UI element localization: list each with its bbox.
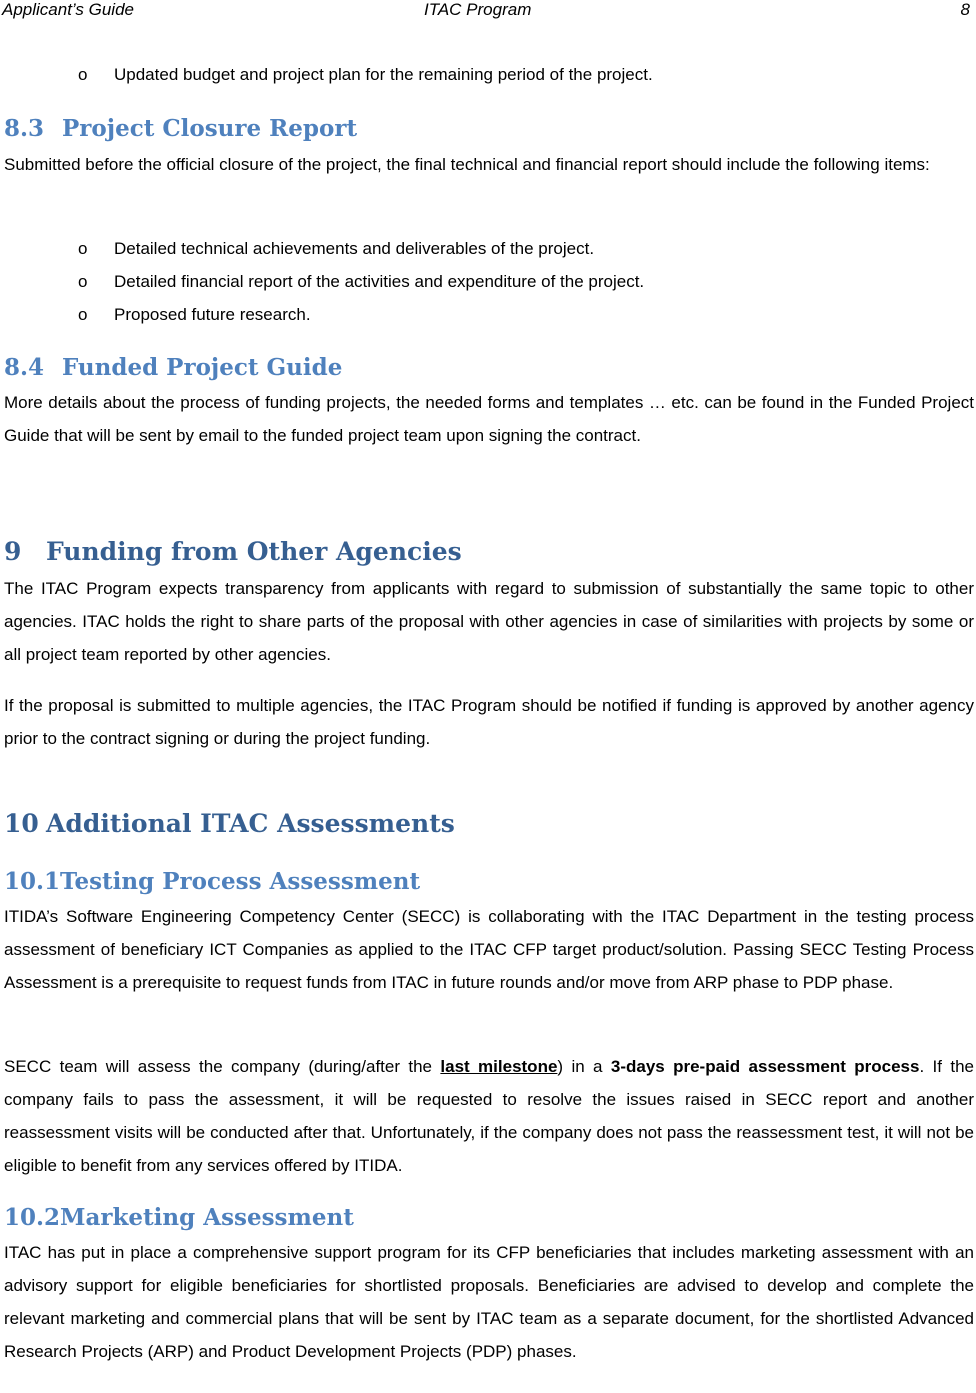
header-program-title: ITAC Program xyxy=(424,0,532,19)
last-milestone-emphasis: last milestone xyxy=(440,1057,558,1076)
page-header xyxy=(0,0,976,26)
section-9-heading: 9 Funding from Other Agencies xyxy=(4,537,462,566)
section-9-paragraph-1: The ITAC Program expects transparency from applicants with regard to submission of substantially the same topic to other agencies. ITAC holds the right to share parts of the proposal with other agencies in case of similarities with projects by some or all project team reported by other agencies. xyxy=(4,579,974,664)
section-8-3-paragraph: Submitted before the official closure of the project, the final technical and financial report should include the following items: xyxy=(4,155,930,174)
section-10-heading: 10 Additional ITAC Assessments xyxy=(4,809,455,838)
section-10-1-paragraph-2: SECC team will assess the company (during/after the last milestone) in a 3-days pre-paid assessment process. If the company fails to pass the assessment, it will be requested to resolve the issues raised in SECC report and another reassessment visits will be conducted after that. Unfortunately, if the company does not pass the reassessment test, it will not be eligible to benefit from any services offered by ITIDA. xyxy=(4,1057,974,1175)
list-item: o Detailed financial report of the activities and expenditure of the project. xyxy=(78,272,645,291)
list-item: o Updated budget and project plan for the remaining period of the project. xyxy=(78,58,653,91)
section-9-paragraph-2: If the proposal is submitted to multiple agencies, the ITAC Program should be notified if funding is approved by another agency prior to the contract signing or during the project funding. xyxy=(4,696,974,748)
section-8-3-heading: 8.3 Project Closure Report xyxy=(4,115,358,142)
bullet-marker: o xyxy=(78,65,88,84)
assessment-process-emphasis: 3-days pre-paid assessment process xyxy=(610,1057,920,1076)
header-page-number: 8 xyxy=(960,0,970,19)
section-10-2-paragraph: ITAC has put in place a comprehensive support program for its CFP beneficiaries that includes marketing assessment with an advisory support for eligible beneficiaries for shortlisted proposals. Beneficiaries are advised to develop and complete the relevant marketing and commercial plans that will be sent by ITAC team as a separate document, for the shortlisted Advanced Research Projects (ARP) and Product Development Projects (PDP) phases. xyxy=(4,1243,974,1361)
section-10-2-heading: 10.2Marketing Assessment xyxy=(4,1204,354,1231)
section-8-4-heading: 8.4 Funded Project Guide xyxy=(4,354,343,381)
section-8-4-paragraph: More details about the process of funding projects, the needed forms and templates … etc. can be found in the Funded Project Guide that will be sent by email to the funded project team upon signing the contract. xyxy=(4,393,974,445)
header-guide-title: Applicant’s Guide xyxy=(2,0,134,19)
list-item: o Proposed future research. xyxy=(78,305,311,324)
section-10-1-paragraph-1: ITIDA’s Software Engineering Competency Center (SECC) is collaborating with the ITAC Department in the testing process assessment of beneficiary ICT Companies as applied to the ITAC CFP target product/solution. Passing SECC Testing Process Assessment is a prerequisite to request funds from ITAC in future rounds and/or move from ARP phase to PDP phase. xyxy=(4,907,974,992)
section-10-1-heading: 10.1Testing Process Assessment xyxy=(4,868,421,895)
list-item: o Detailed technical achievements and deliverables of the project. xyxy=(78,239,595,258)
